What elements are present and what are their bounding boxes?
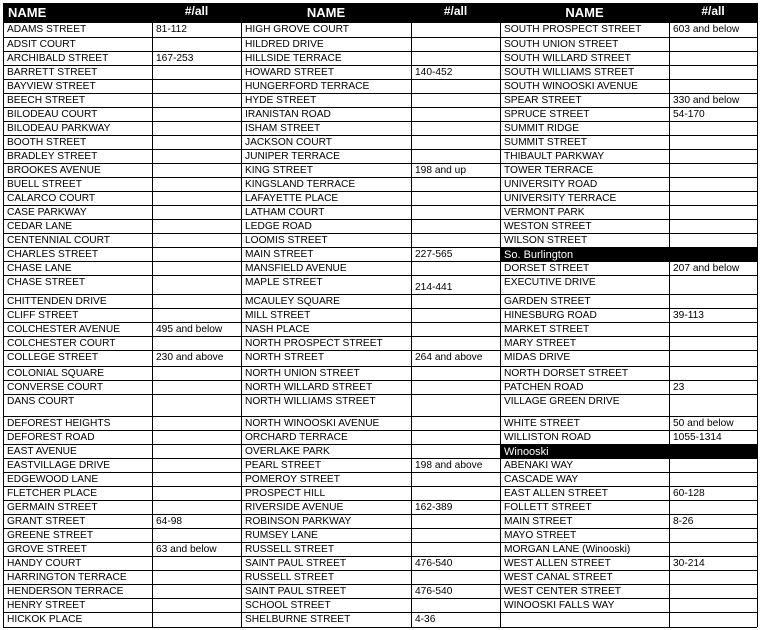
street-name: GREENE STREET xyxy=(7,530,94,541)
street-name: HENDERSON TERRACE xyxy=(7,586,124,597)
street-number-range xyxy=(411,308,500,322)
grid-line-horizontal xyxy=(3,528,757,529)
street-name: EDGEWOOD LANE xyxy=(7,474,99,485)
street-number-range xyxy=(669,366,757,380)
street-name: MILL STREET xyxy=(245,310,311,321)
street-name: RUSSELL STREET xyxy=(245,572,335,583)
street-name: NORTH WINOOSKI AVENUE xyxy=(245,418,380,429)
street-name: EXECUTIVE DRIVE xyxy=(504,277,596,288)
street-name: SAINT PAUL STREET xyxy=(245,586,347,597)
street-name: EASTVILLAGE DRIVE xyxy=(7,460,111,471)
street-name: BOOTH STREET xyxy=(7,137,87,148)
street-number-range xyxy=(411,598,500,612)
column-header-number: #/all xyxy=(701,4,725,18)
street-name: WEST CENTER STREET xyxy=(504,586,621,597)
street-number-range xyxy=(411,219,500,233)
street-name: MAIN STREET xyxy=(245,249,314,260)
street-number-range xyxy=(152,233,241,247)
street-number-range xyxy=(411,177,500,191)
street-name: BRADLEY STREET xyxy=(7,151,98,162)
street-name: HILLSIDE TERRACE xyxy=(245,53,342,64)
street-name: PROSPECT HILL xyxy=(245,488,326,499)
street-number-range xyxy=(152,261,241,275)
street-name: COLONIAL SQUARE xyxy=(7,368,104,379)
street-number-range xyxy=(669,458,757,472)
street-name: POMEROY STREET xyxy=(245,474,340,485)
street-number-range xyxy=(152,598,241,612)
street-name: NORTH STREET xyxy=(245,352,325,363)
street-number-range xyxy=(411,149,500,163)
street-number-range xyxy=(669,322,757,336)
grid-line-horizontal xyxy=(3,458,757,459)
street-name: BROOKES AVENUE xyxy=(7,165,101,176)
street-name: HICKOK PLACE xyxy=(7,614,83,625)
street-number-range xyxy=(152,500,241,514)
street-number-range xyxy=(411,79,500,93)
grid-line-horizontal xyxy=(3,322,757,323)
grid-line-horizontal xyxy=(3,500,757,501)
street-name: GARDEN STREET xyxy=(504,296,591,307)
grid-line-horizontal xyxy=(3,163,757,164)
street-name: HIGH GROVE COURT xyxy=(245,24,349,35)
street-number-range xyxy=(411,205,500,219)
grid-line-horizontal xyxy=(3,486,757,487)
street-name: SOUTH UNION STREET xyxy=(504,39,619,50)
street-number-range xyxy=(669,163,757,177)
street-number-range xyxy=(411,570,500,584)
street-name: WESTON STREET xyxy=(504,221,592,232)
street-name: LEDGE ROAD xyxy=(245,221,312,232)
street-number-range xyxy=(669,336,757,350)
grid-line-horizontal xyxy=(3,261,757,262)
street-name: CONVERSE COURT xyxy=(7,382,104,393)
street-name: SHELBURNE STREET xyxy=(245,614,351,625)
grid-line-horizontal xyxy=(3,135,757,136)
street-name: NORTH DORSET STREET xyxy=(504,368,629,379)
street-number-range xyxy=(411,336,500,350)
street-name: HOWARD STREET xyxy=(245,67,335,78)
street-number-range xyxy=(411,444,500,458)
street-number-range xyxy=(411,294,500,308)
street-name: HENRY STREET xyxy=(7,600,86,611)
street-name: CASCADE WAY xyxy=(504,474,579,485)
grid-line-horizontal xyxy=(3,542,757,543)
street-number-range xyxy=(152,556,241,570)
grid-line-horizontal xyxy=(3,472,757,473)
street-number-range xyxy=(152,366,241,380)
street-number-range: 4-36 xyxy=(415,614,436,625)
street-number-range: 23 xyxy=(673,382,685,393)
grid-line-vertical xyxy=(3,3,4,627)
grid-line-vertical xyxy=(757,3,758,627)
street-name: BILODEAU PARKWAY xyxy=(7,123,111,134)
street-name: DORSET STREET xyxy=(504,263,590,274)
street-number-range xyxy=(152,612,241,627)
street-number-range xyxy=(152,472,241,486)
grid-line-horizontal xyxy=(3,191,757,192)
street-name: RUMSEY LANE xyxy=(245,530,318,541)
street-name: HILDRED DRIVE xyxy=(245,39,324,50)
street-number-range: 54-170 xyxy=(673,109,705,120)
street-number-range xyxy=(152,380,241,394)
street-number-range xyxy=(411,135,500,149)
street-number-range xyxy=(152,135,241,149)
street-number-range xyxy=(152,308,241,322)
street-number-range: 198 and above xyxy=(415,460,483,471)
street-number-range xyxy=(669,191,757,205)
street-name: BEECH STREET xyxy=(7,95,86,106)
street-name: VERMONT PARK xyxy=(504,207,585,218)
street-number-range xyxy=(669,135,757,149)
street-name: KINGSLAND TERRACE xyxy=(245,179,356,190)
street-number-range xyxy=(152,205,241,219)
street-number-range xyxy=(411,514,500,528)
street-number-range xyxy=(411,233,500,247)
street-number-range: 140-452 xyxy=(415,67,453,78)
street-number-range xyxy=(411,261,500,275)
street-number-range: 8-26 xyxy=(673,516,694,527)
street-name: GROVE STREET xyxy=(7,544,87,555)
street-number-range xyxy=(411,542,500,556)
street-number-range xyxy=(669,79,757,93)
street-number-range: 207 and below xyxy=(673,263,740,274)
street-number-range xyxy=(152,219,241,233)
street-name: COLCHESTER AVENUE xyxy=(7,324,121,335)
street-name: WEST CANAL STREET xyxy=(504,572,613,583)
street-number-range: 198 and up xyxy=(415,165,466,176)
street-name: ARCHIBALD STREET xyxy=(7,53,109,64)
street-number-range xyxy=(411,430,500,444)
grid-line-horizontal xyxy=(3,219,757,220)
street-number-range xyxy=(152,107,241,121)
street-name: SAINT PAUL STREET xyxy=(245,558,347,569)
street-number-range: 214-441 xyxy=(415,282,453,293)
street-name: NORTH WILLIAMS STREET xyxy=(245,396,376,407)
street-number-range xyxy=(411,416,500,430)
street-name: HUNGERFORD TERRACE xyxy=(245,81,370,92)
street-name: HINESBURG ROAD xyxy=(504,310,597,321)
street-name: BARRETT STREET xyxy=(7,67,98,78)
street-number-range xyxy=(152,149,241,163)
street-number-range xyxy=(669,528,757,542)
street-name: MAYO STREET xyxy=(504,530,577,541)
grid-line-horizontal xyxy=(3,149,757,150)
street-number-range: 1055-1314 xyxy=(673,432,722,443)
street-number-range xyxy=(669,37,757,51)
grid-line-vertical xyxy=(500,3,501,627)
grid-line-vertical xyxy=(411,3,412,627)
street-name: MORGAN LANE (Winooski) xyxy=(504,544,631,555)
grid-line-horizontal xyxy=(3,336,757,337)
street-number-range xyxy=(152,336,241,350)
grid-line-horizontal xyxy=(3,556,757,557)
street-number-range: 30-214 xyxy=(673,558,705,569)
street-name: MANSFIELD AVENUE xyxy=(245,263,347,274)
column-header-name: NAME xyxy=(8,5,47,20)
street-number-range xyxy=(152,570,241,584)
street-name: CENTENNIAL COURT xyxy=(7,235,111,246)
street-name: ADAMS STREET xyxy=(7,24,87,35)
street-name: DANS COURT xyxy=(7,396,75,407)
street-name: RUSSELL STREET xyxy=(245,544,335,555)
street-name: CLIFF STREET xyxy=(7,310,79,321)
street-name: CHASE LANE xyxy=(7,263,72,274)
street-number-range xyxy=(152,121,241,135)
street-number-range xyxy=(152,191,241,205)
street-number-range xyxy=(411,51,500,65)
street-number-range xyxy=(669,51,757,65)
grid-line-horizontal xyxy=(3,627,757,628)
street-name: WINOOSKI FALLS WAY xyxy=(504,600,615,611)
street-name: KING STREET xyxy=(245,165,313,176)
grid-line-horizontal xyxy=(3,294,757,295)
street-number-range xyxy=(669,149,757,163)
street-name: RIVERSIDE AVENUE xyxy=(245,502,344,513)
grid-line-horizontal xyxy=(3,444,757,445)
street-number-range xyxy=(669,598,757,612)
grid-line-horizontal xyxy=(3,570,757,571)
grid-line-horizontal xyxy=(3,65,757,66)
street-number-range xyxy=(669,542,757,556)
grid-line-horizontal xyxy=(3,430,757,431)
street-name: ROBINSON PARKWAY xyxy=(245,516,352,527)
grid-line-horizontal xyxy=(3,350,757,351)
grid-line-horizontal xyxy=(3,275,757,276)
grid-line-horizontal xyxy=(3,584,757,585)
street-name: NORTH WILLARD STREET xyxy=(245,382,373,393)
street-name: ORCHARD TERRACE xyxy=(245,432,348,443)
street-number-range: 476-540 xyxy=(415,586,453,597)
column-header-number: #/all xyxy=(443,4,468,18)
street-number-range xyxy=(152,93,241,107)
street-number-range: 64-98 xyxy=(156,516,183,527)
grid-line-horizontal xyxy=(3,93,757,94)
street-name: OVERLAKE PARK xyxy=(245,446,330,457)
street-name: HARRINGTON TERRACE xyxy=(7,572,127,583)
grid-line-horizontal xyxy=(3,247,757,248)
street-name: LATHAM COURT xyxy=(245,207,325,218)
street-number-range xyxy=(152,37,241,51)
street-name: CHASE STREET xyxy=(7,277,86,288)
street-number-range xyxy=(152,430,241,444)
street-number-range xyxy=(152,163,241,177)
street-name: SPRUCE STREET xyxy=(504,109,590,120)
street-name: LOOMIS STREET xyxy=(245,235,328,246)
grid-line-horizontal xyxy=(3,514,757,515)
street-name: WILSON STREET xyxy=(504,235,588,246)
street-number-range xyxy=(152,177,241,191)
street-number-range xyxy=(669,233,757,247)
grid-line-horizontal xyxy=(3,22,757,23)
grid-line-horizontal xyxy=(3,205,757,206)
street-name: FLETCHER PLACE xyxy=(7,488,98,499)
street-number-range xyxy=(669,294,757,308)
street-number-range xyxy=(669,121,757,135)
street-name: SCHOOL STREET xyxy=(245,600,331,611)
street-name: BUELL STREET xyxy=(7,179,82,190)
grid-line-horizontal xyxy=(3,366,757,367)
grid-line-horizontal xyxy=(3,177,757,178)
grid-line-horizontal xyxy=(3,598,757,599)
grid-line-horizontal xyxy=(3,37,757,38)
street-number-range xyxy=(411,380,500,394)
street-name: MAPLE STREET xyxy=(245,277,323,288)
street-number-range: 476-540 xyxy=(415,558,453,569)
street-number-range: 230 and above xyxy=(156,352,224,363)
street-number-range: 330 and below xyxy=(673,95,740,106)
grid-line-horizontal xyxy=(3,612,757,613)
street-name: WHITE STREET xyxy=(504,418,580,429)
street-name: THIBAULT PARKWAY xyxy=(504,151,605,162)
street-number-range xyxy=(411,322,500,336)
street-name: PATCHEN ROAD xyxy=(504,382,584,393)
street-number-range xyxy=(669,500,757,514)
street-name: VILLAGE GREEN DRIVE xyxy=(504,396,620,407)
street-number-range xyxy=(152,294,241,308)
street-name: CEDAR LANE xyxy=(7,221,73,232)
street-name: GRANT STREET xyxy=(7,516,86,527)
street-number-range xyxy=(669,472,757,486)
column-header-number: #/all xyxy=(184,4,209,18)
street-number-range xyxy=(152,416,241,430)
grid-line-vertical xyxy=(152,3,153,627)
grid-line-horizontal xyxy=(3,51,757,52)
street-number-range: 495 and below xyxy=(156,324,223,335)
street-name: WEST ALLEN STREET xyxy=(504,558,611,569)
street-number-range xyxy=(669,584,757,598)
street-number-range: 162-389 xyxy=(415,502,453,513)
street-name: ISHAM STREET xyxy=(245,123,321,134)
street-name: DEFOREST ROAD xyxy=(7,432,95,443)
street-number-range: 167-253 xyxy=(156,53,194,64)
street-number-range xyxy=(669,219,757,233)
street-name: ABENAKI WAY xyxy=(504,460,574,471)
street-number-range: 227-565 xyxy=(415,249,453,260)
street-number-range xyxy=(152,247,241,261)
street-name: FOLLETT STREET xyxy=(504,502,592,513)
street-number-range: 60-128 xyxy=(673,488,705,499)
street-name: EAST ALLEN STREET xyxy=(504,488,608,499)
street-name: EAST AVENUE xyxy=(7,446,77,457)
street-number-range xyxy=(411,486,500,500)
street-number-range: 264 and above xyxy=(415,352,483,363)
column-header-name: NAME xyxy=(306,5,346,20)
street-number-range xyxy=(411,528,500,542)
street-number-range xyxy=(152,528,241,542)
street-number-range xyxy=(669,570,757,584)
street-name: UNIVERSITY ROAD xyxy=(504,179,598,190)
street-name: SOUTH PROSPECT STREET xyxy=(504,24,642,35)
street-number-range xyxy=(411,37,500,51)
street-number-range xyxy=(411,191,500,205)
street-name: CASE PARKWAY xyxy=(7,207,87,218)
street-name: MARKET STREET xyxy=(504,324,590,335)
grid-line-horizontal xyxy=(3,394,757,395)
grid-line-horizontal xyxy=(3,308,757,309)
street-name: PEARL STREET xyxy=(245,460,322,471)
grid-line-vertical xyxy=(669,3,670,627)
street-name: DEFOREST HEIGHTS xyxy=(7,418,111,429)
grid-line-horizontal xyxy=(3,233,757,234)
street-name: NORTH UNION STREET xyxy=(245,368,360,379)
grid-line-vertical xyxy=(241,3,242,627)
street-name: SOUTH WINOOSKI AVENUE xyxy=(504,81,638,92)
street-name: JACKSON COURT xyxy=(245,137,332,148)
street-number-range: 50 and below xyxy=(673,418,734,429)
street-number-range xyxy=(411,107,500,121)
street-name: JUNIPER TERRACE xyxy=(245,151,340,162)
grid-line-horizontal xyxy=(3,107,757,108)
street-name: SPEAR STREET xyxy=(504,95,582,106)
street-number-range xyxy=(152,79,241,93)
grid-line-horizontal xyxy=(3,121,757,122)
street-name: MIDAS DRIVE xyxy=(504,352,571,363)
street-name: SOUTH WILLARD STREET xyxy=(504,53,631,64)
street-name: TOWER TERRACE xyxy=(504,165,594,176)
street-name: UNIVERSITY TERRACE xyxy=(504,193,617,204)
street-number-range xyxy=(669,350,757,366)
street-name: LAFAYETTE PLACE xyxy=(245,193,339,204)
street-number-range: 603 and below xyxy=(673,24,740,35)
street-number-range xyxy=(152,486,241,500)
street-name: BAYVIEW STREET xyxy=(7,81,96,92)
street-name: NASH PLACE xyxy=(245,324,310,335)
street-name: MARY STREET xyxy=(504,338,577,349)
street-name: ADSIT COURT xyxy=(7,39,76,50)
street-name: COLCHESTER COURT xyxy=(7,338,116,349)
street-number-range xyxy=(411,93,500,107)
street-name: HANDY COURT xyxy=(7,558,82,569)
street-number-range xyxy=(669,177,757,191)
grid-line-horizontal xyxy=(3,380,757,381)
street-number-range xyxy=(669,205,757,219)
street-name: NORTH PROSPECT STREET xyxy=(245,338,383,349)
street-name: MCAULEY SQUARE xyxy=(245,296,340,307)
street-name: SOUTH WILLIAMS STREET xyxy=(504,67,635,78)
street-number-range: 63 and below xyxy=(156,544,217,555)
street-number-range xyxy=(152,65,241,79)
street-name: SUMMIT RIDGE xyxy=(504,123,580,134)
street-name: MAIN STREET xyxy=(504,516,573,527)
street-number-range xyxy=(152,444,241,458)
street-name: HYDE STREET xyxy=(245,95,317,106)
street-name: CHITTENDEN DRIVE xyxy=(7,296,107,307)
section-header: So. Burlington xyxy=(500,248,757,261)
street-number-range xyxy=(411,121,500,135)
street-number-range xyxy=(152,584,241,598)
section-header: Winooski xyxy=(500,445,757,458)
street-name: BILODEAU COURT xyxy=(7,109,98,120)
street-name: COLLEGE STREET xyxy=(7,352,99,363)
street-name: SUMMIT STREET xyxy=(504,137,588,148)
grid-line-horizontal xyxy=(3,79,757,80)
grid-line-horizontal xyxy=(3,416,757,417)
street-number-range: 81-112 xyxy=(156,24,187,35)
column-header-name: NAME xyxy=(565,5,604,20)
street-number-range xyxy=(411,472,500,486)
street-number-range: 39-113 xyxy=(673,310,704,321)
street-name: GERMAIN STREET xyxy=(7,502,98,513)
street-number-range xyxy=(669,65,757,79)
street-number-range xyxy=(411,366,500,380)
street-number-range xyxy=(411,22,500,37)
street-name: WILLISTON ROAD xyxy=(504,432,591,443)
street-name: CALARCO COURT xyxy=(7,193,96,204)
street-name: IRANISTAN ROAD xyxy=(245,109,331,120)
street-number-range xyxy=(152,458,241,472)
street-name: CHARLES STREET xyxy=(7,249,99,260)
